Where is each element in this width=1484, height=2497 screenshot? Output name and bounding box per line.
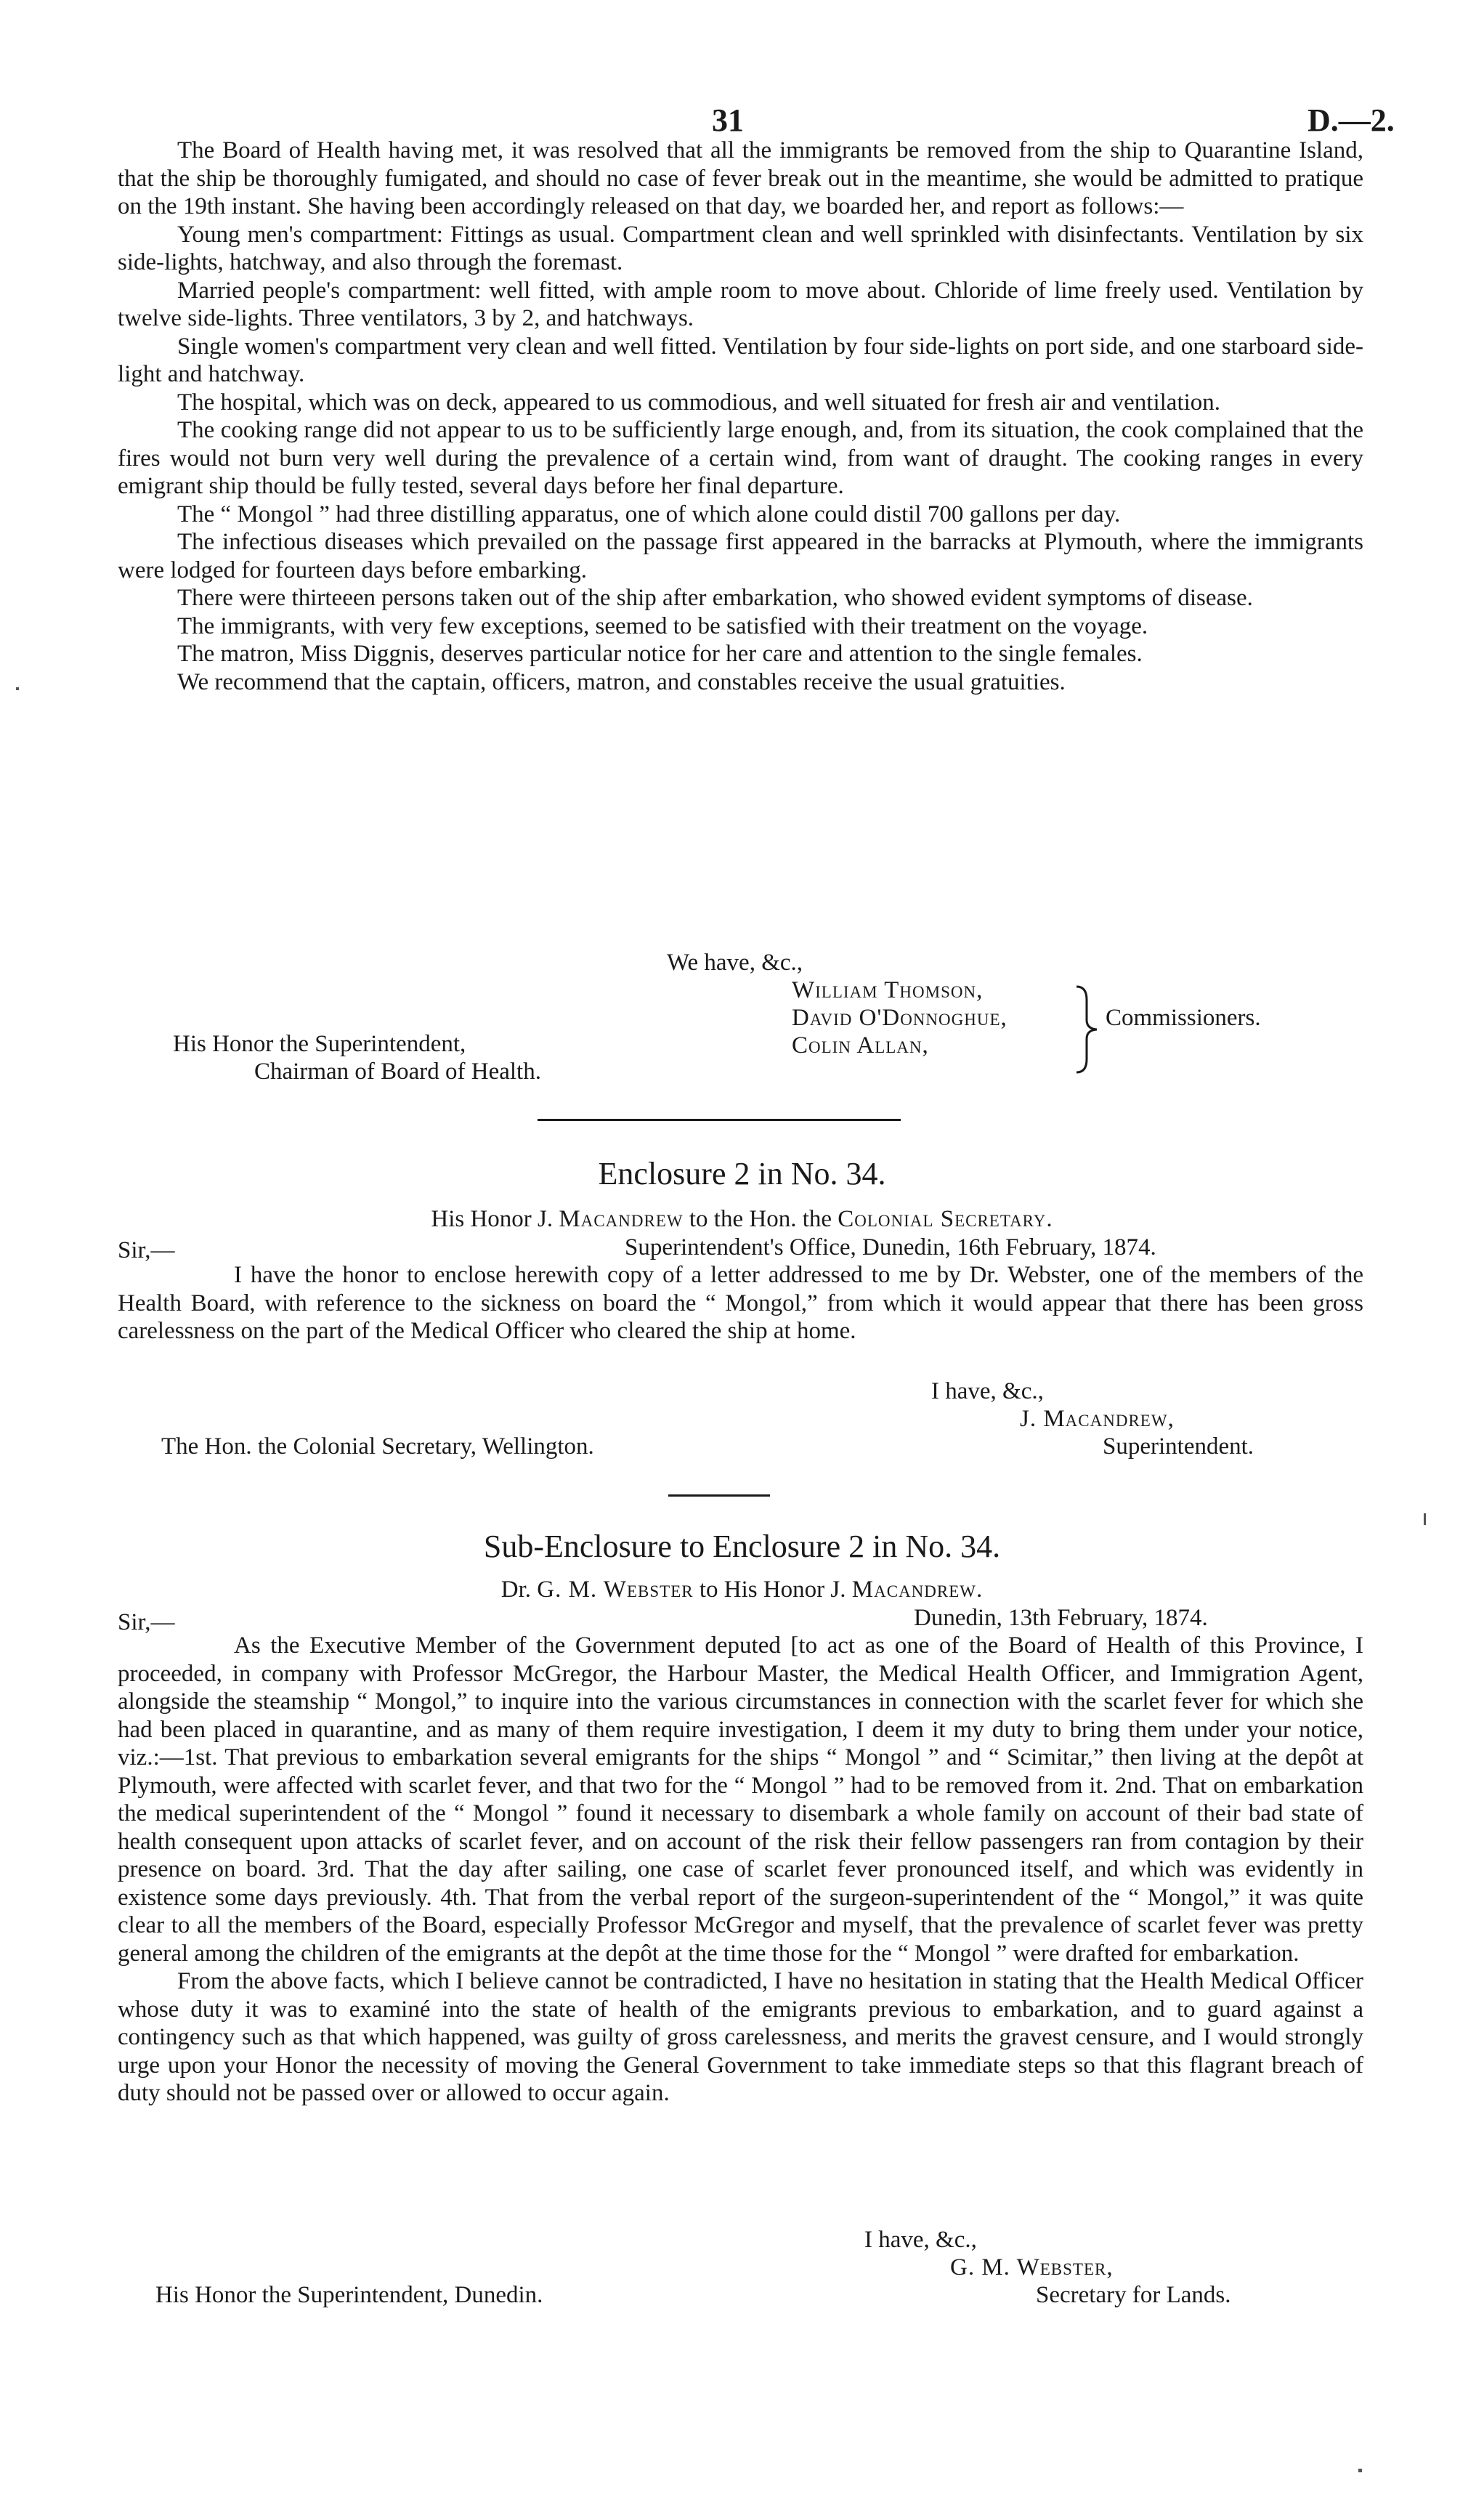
document-reference: D.—2. bbox=[1307, 102, 1395, 138]
signature-role: Superintendent. bbox=[1103, 1433, 1254, 1460]
signatory-name: David O'Donnoghue, bbox=[792, 1005, 1007, 1031]
commissioners-report bbox=[118, 137, 1363, 696]
report-paragraph: We recommend that the captain, officers, matron, and constables receive the usual gratuities. bbox=[177, 668, 1066, 695]
page-number: 31 bbox=[712, 102, 744, 138]
subtitle-text: to the Hon. the bbox=[683, 1206, 838, 1232]
subtitle-text: to His Honor J. bbox=[693, 1577, 852, 1603]
letter-closing: I have, &c., bbox=[931, 1378, 1044, 1404]
subtitle-recipient: Macandrew. bbox=[851, 1577, 984, 1603]
section-divider bbox=[538, 1119, 901, 1121]
signatory-role: Commissioners. bbox=[1106, 1005, 1261, 1031]
enclosure-body bbox=[118, 1261, 1363, 1345]
report-paragraph: Single women's compartment very clean and well fitted. Ventilation by four side-lights on port side, and one starboard side-light and hatchway. bbox=[118, 333, 1363, 387]
report-paragraph: Married people's compartment: well fitted, with ample room to move about. Chloride of lime freely used. Ventilation by twelve side-lights. Three ventilators, 3 by 2, and hatchways. bbox=[118, 277, 1363, 331]
report-paragraph: The infectious diseases which prevailed on the passage first appeared in the barracks at Plymouth, where the immigrants were lodged for fourteen days before embarking. bbox=[118, 529, 1363, 583]
letter-signature: G. M. Webster, bbox=[950, 2254, 1114, 2281]
section-divider bbox=[668, 1494, 770, 1497]
report-paragraph: The Board of Health having met, it was resolved that all the immigrants be removed from the ship to Quarantine Island, that the ship be thoroughly fumigated, and should no case of fever break out in the meantime, she would be admitted to pratique on the 19th instant. She having been accordingly released on that day, we boarded her, and report as follows:— bbox=[118, 137, 1363, 219]
report-addressee: Chairman of Board of Health. bbox=[254, 1059, 541, 1085]
scan-speck bbox=[1358, 2469, 1362, 2472]
subtitle-name: Macandrew bbox=[559, 1206, 684, 1232]
report-paragraph: There were thirteeen persons taken out of the ship after embarkation, who showed evident symptoms of disease. bbox=[177, 585, 1253, 611]
report-addressee: His Honor the Superintendent, bbox=[173, 1031, 466, 1057]
subtitle-recipient: Colonial Secretary. bbox=[838, 1206, 1053, 1232]
report-paragraph: Young men's compartment: Fittings as usual. Compartment clean and well sprinkled with disinfectants. Ventilation by six side-lights, hatchway, and also through the foremast. bbox=[118, 221, 1363, 275]
report-closing: We have, &c., bbox=[667, 950, 803, 976]
scan-speck bbox=[16, 687, 19, 690]
letter-closing: I have, &c., bbox=[864, 2227, 977, 2253]
letter-paragraph: As the Executive Member of the Government deputed [to act as one of the Board of Health of this Province, I proceeded, in company with Professor McGregor, the Harbour Master, the Medical Health Officer, and Immigration Agent, alongside the steamship “ Mongol,” to inquire into the various circumstances in connection with the scarlet fever for which she had been placed in quarantine, and as many of them require investigation, I deem it my duty to bring them under your notice, viz.:—1st. That previous to embarkation several emigrants for the ships “ Mongol ” and “ Scimitar,” then living at the depôt at Plymouth, were affected with scarlet fever, and that two for the “ Mongol ” had to be removed from it. 2nd. That on embarkation the medical superintendent of the “ Mongol ” found it necessary to disembark a whole family on account of their bad state of health consequent upon attacks of scarlet fever, and on account of the risk their fellow passengers ran from contagion by their presence on board. 3rd. That the day after sailing, one case of scarlet fever pronounced itself, and which was evidently in existence some days previously. 4th. That from the verbal report of the surgeon-superintendent of the “ Mongol,” it was quite clear to all the members of the Board, especially Professor McGregor and myself, that the prevalence of scarlet fever was pretty general among the children of the emigrants at the depôt at the time those for the “ Mongol ” were drafted for embarkation. bbox=[118, 1632, 1363, 1967]
salutation: Sir,— bbox=[118, 1237, 175, 1263]
letter-addressee: The Hon. the Colonial Secretary, Wellington. bbox=[161, 1433, 594, 1460]
sub-enclosure-subtitle bbox=[0, 1577, 1484, 1603]
letter-addressee: His Honor the Superintendent, Dunedin. bbox=[155, 2282, 543, 2308]
report-paragraph: The “ Mongol ” had three distilling apparatus, one of which alone could distil 700 gallons per day. bbox=[177, 501, 1121, 527]
enclosure-title: Enclosure 2 in No. 34. bbox=[598, 1156, 886, 1191]
subtitle-text: His Honor J. bbox=[431, 1206, 559, 1232]
letter-paragraph: I have the honor to enclose herewith copy of a letter addressed to me by Dr. Webster, one of the members of the Health Board, with reference to the sickness on board the “ Mongol,” from which it would appear that there has been gross carelessness on the part of the Medical Officer who cleared the ship at home. bbox=[118, 1262, 1363, 1344]
salutation: Sir,— bbox=[118, 1609, 175, 1635]
report-paragraph: The cooking range did not appear to us to be sufficiently large enough, and, from its situation, the cook complained that the fires would not burn very well during the prevalence of a certain wind, from want of draught. The cooking ranges in every emigrant ship thould be fully tested, several days before her final departure. bbox=[118, 417, 1363, 499]
report-paragraph: The matron, Miss Diggnis, deserves particular notice for her care and attention to the single females. bbox=[177, 641, 1143, 667]
place-date: Dunedin, 13th February, 1874. bbox=[914, 1605, 1208, 1631]
enclosure-subtitle bbox=[0, 1206, 1484, 1233]
sub-enclosure-body bbox=[118, 1632, 1363, 2108]
right-brace-icon bbox=[1074, 984, 1103, 1075]
sub-enclosure-title: Sub-Enclosure to Enclosure 2 in No. 34. bbox=[483, 1529, 1001, 1564]
place-date: Superintendent's Office, Dunedin, 16th February, 1874. bbox=[625, 1234, 1156, 1260]
margin-mark bbox=[1424, 1513, 1426, 1525]
subtitle-text: Dr. bbox=[500, 1577, 538, 1603]
subtitle-name: G. M. Webster bbox=[537, 1577, 694, 1603]
report-paragraph: The immigrants, with very few exceptions, seemed to be satisfied with their treatment on the voyage. bbox=[177, 612, 1148, 639]
signatory-name: Colin Allan, bbox=[792, 1032, 929, 1059]
signature-role: Secretary for Lands. bbox=[1036, 2282, 1231, 2308]
letter-signature: J. Macandrew, bbox=[1020, 1406, 1175, 1432]
letter-paragraph: From the above facts, which I believe cannot be contradicted, I have no hesitation in stating that the Health Medical Officer whose duty it was to examiné into the state of health of the emigrants previous to embarkation, and to guard against a contingency such as that which happened, was guilty of gross carelessness, and merits the gravest censure, and I would strongly urge upon your Honor the necessity of moving the General Government to take immediate steps so that this flagrant breach of duty should not be passed over or allowed to occur again. bbox=[118, 1968, 1363, 2106]
report-paragraph: The hospital, which was on deck, appeared to us commodious, and well situated for fresh air and ventilation. bbox=[177, 389, 1221, 416]
signatory-name: William Thomson, bbox=[792, 977, 984, 1003]
